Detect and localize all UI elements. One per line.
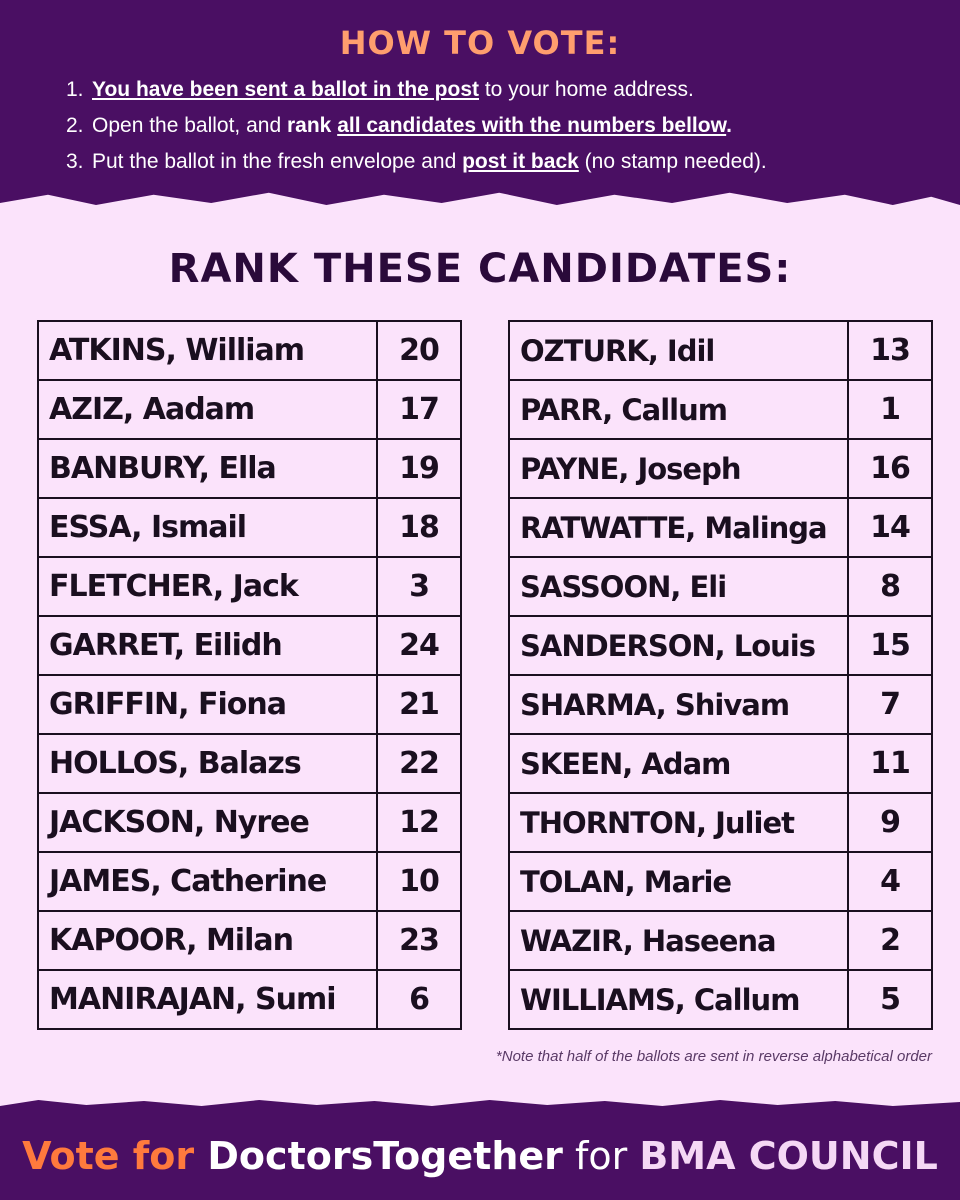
candidate-name: OZTURK, Idil — [509, 321, 848, 380]
candidate-row — [38, 793, 461, 852]
step-1-text: to your home address. — [479, 78, 694, 101]
candidate-row — [38, 616, 461, 675]
voting-steps — [66, 72, 946, 180]
candidate-name: WAZIR, Haseena — [509, 911, 848, 970]
candidate-rank: 21 — [377, 675, 461, 734]
candidate-rank: 19 — [377, 439, 461, 498]
candidate-name: SHARMA, Shivam — [509, 675, 848, 734]
candidate-row — [509, 321, 932, 380]
candidate-row — [509, 439, 932, 498]
candidate-name: JAMES, Catherine — [38, 852, 377, 911]
candidates-table-right — [508, 320, 933, 1030]
candidate-name: BANBURY, Ella — [38, 439, 377, 498]
candidate-name: PAYNE, Joseph — [509, 439, 848, 498]
step-2 — [66, 108, 946, 144]
candidate-row — [38, 321, 461, 380]
candidate-rank: 24 — [377, 616, 461, 675]
step-2-text: Open the ballot, and — [92, 114, 287, 137]
footer-vote-for: Vote for — [22, 1134, 208, 1178]
candidate-name: GRIFFIN, Fiona — [38, 675, 377, 734]
candidate-row — [509, 498, 932, 557]
ballot-order-note: *Note that half of the ballots are sent in reverse alphabetical order — [495, 1048, 932, 1065]
candidate-name: WILLIAMS, Callum — [509, 970, 848, 1029]
candidate-rank: 5 — [848, 970, 932, 1029]
step-3-tail: (no stamp needed). — [578, 150, 767, 173]
candidate-rank: 7 — [848, 675, 932, 734]
step-2-emphasis: all candidates with the numbers bellow — [337, 114, 727, 137]
candidate-row — [38, 675, 461, 734]
candidate-row — [509, 911, 932, 970]
candidate-rank: 11 — [848, 734, 932, 793]
candidate-rank: 20 — [377, 321, 461, 380]
candidate-row — [38, 852, 461, 911]
step-number: 1. — [66, 78, 84, 101]
candidate-name: TOLAN, Marie — [509, 852, 848, 911]
candidate-name: AZIZ, Aadam — [38, 380, 377, 439]
candidate-name: PARR, Callum — [509, 380, 848, 439]
candidate-name: MANIRAJAN, Sumi — [38, 970, 377, 1029]
candidate-row — [509, 734, 932, 793]
candidate-name: JACKSON, Nyree — [38, 793, 377, 852]
candidates-table-left — [37, 320, 462, 1030]
step-3-text: Put the ballot in the fresh envelope and — [92, 150, 463, 173]
step-3 — [66, 144, 946, 180]
candidate-rank: 16 — [848, 439, 932, 498]
step-1-emphasis: You have been sent a ballot in the post — [92, 78, 480, 101]
step-2-period: . — [726, 114, 732, 137]
candidate-rank: 2 — [848, 911, 932, 970]
candidate-name: SANDERSON, Louis — [509, 616, 848, 675]
step-3-emphasis: post it back — [462, 150, 579, 173]
candidate-name: SKEEN, Adam — [509, 734, 848, 793]
candidate-rank: 17 — [377, 380, 461, 439]
candidate-row — [509, 616, 932, 675]
candidate-rank: 1 — [848, 380, 932, 439]
candidate-name: ATKINS, William — [38, 321, 377, 380]
step-number: 2. — [66, 114, 84, 137]
candidate-row — [38, 970, 461, 1029]
candidate-rank: 14 — [848, 498, 932, 557]
candidate-rank: 12 — [377, 793, 461, 852]
candidate-name: SASSOON, Eli — [509, 557, 848, 616]
footer-for: for — [562, 1134, 640, 1178]
candidate-rank: 3 — [377, 557, 461, 616]
candidate-rank: 15 — [848, 616, 932, 675]
candidate-name: HOLLOS, Balazs — [38, 734, 377, 793]
candidate-row — [38, 911, 461, 970]
candidate-rank: 13 — [848, 321, 932, 380]
candidate-name: FLETCHER, Jack — [38, 557, 377, 616]
candidate-row — [509, 675, 932, 734]
candidate-row — [509, 852, 932, 911]
candidate-rank: 18 — [377, 498, 461, 557]
candidate-row — [38, 557, 461, 616]
candidate-row — [38, 380, 461, 439]
candidate-name: ESSA, Ismail — [38, 498, 377, 557]
candidate-name: GARRET, Eilidh — [38, 616, 377, 675]
candidate-row — [509, 380, 932, 439]
candidate-rank: 22 — [377, 734, 461, 793]
footer-slogan — [0, 1134, 960, 1178]
step-number: 3. — [66, 150, 84, 173]
step-2-emphasis-rank: rank — [286, 114, 332, 137]
candidate-rank: 6 — [377, 970, 461, 1029]
candidate-row — [38, 439, 461, 498]
candidate-name: THORNTON, Juliet — [509, 793, 848, 852]
candidate-name: KAPOOR, Milan — [38, 911, 377, 970]
candidate-row — [509, 970, 932, 1029]
candidate-row — [509, 557, 932, 616]
candidate-row — [38, 498, 461, 557]
candidate-row — [38, 734, 461, 793]
footer-bma-council: BMA COUNCIL — [639, 1134, 938, 1178]
candidate-name: RATWATTE, Malinga — [509, 498, 848, 557]
footer-brand: DoctorsTogether — [207, 1134, 563, 1178]
how-to-vote-title: HOW TO VOTE: — [339, 24, 621, 62]
candidate-rank: 8 — [848, 557, 932, 616]
candidate-rank: 23 — [377, 911, 461, 970]
candidate-rank: 4 — [848, 852, 932, 911]
candidate-rank: 9 — [848, 793, 932, 852]
step-1 — [66, 72, 946, 108]
candidate-row — [509, 793, 932, 852]
candidate-rank: 10 — [377, 852, 461, 911]
rank-title: RANK THESE CANDIDATES: — [168, 246, 792, 292]
